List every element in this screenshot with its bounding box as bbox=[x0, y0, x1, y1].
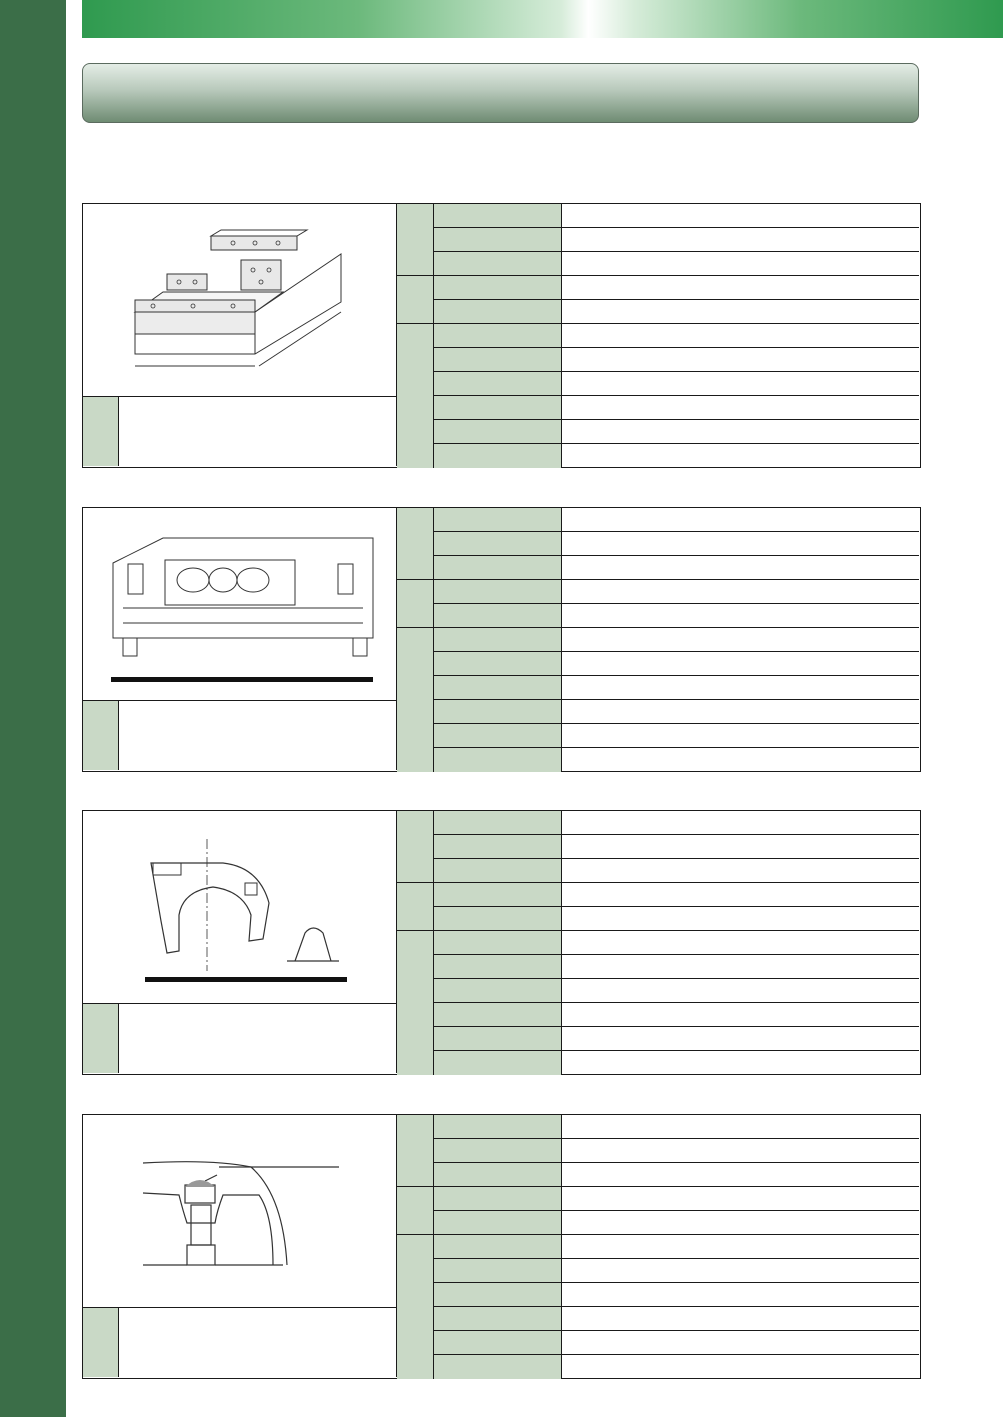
spec-row bbox=[433, 1051, 919, 1075]
row-group-tab bbox=[397, 1235, 433, 1379]
spec-value bbox=[562, 396, 919, 419]
spec-row bbox=[433, 204, 919, 228]
spec-value bbox=[562, 1187, 919, 1210]
spec-label bbox=[434, 748, 562, 772]
spec-row bbox=[433, 508, 919, 532]
spec-label bbox=[434, 1355, 562, 1379]
spec-row bbox=[433, 652, 919, 676]
scale-bar bbox=[145, 977, 347, 982]
spec-block-3 bbox=[82, 810, 921, 1075]
spec-row bbox=[433, 1211, 919, 1235]
spec-row bbox=[433, 931, 919, 955]
spec-row bbox=[433, 300, 919, 324]
spec-row bbox=[433, 1163, 919, 1187]
spec-value bbox=[562, 1027, 919, 1050]
spec-row bbox=[433, 1307, 919, 1331]
spec-value bbox=[562, 324, 919, 347]
spec-value bbox=[562, 859, 919, 882]
spec-value bbox=[562, 508, 919, 531]
spec-value bbox=[562, 1115, 919, 1138]
spec-label bbox=[434, 276, 562, 299]
spec-row bbox=[433, 1355, 919, 1379]
spec-row bbox=[433, 228, 919, 252]
spec-label bbox=[434, 1163, 562, 1186]
spec-row bbox=[433, 676, 919, 700]
spec-row bbox=[433, 628, 919, 652]
spec-row bbox=[433, 1331, 919, 1355]
spec-block-2 bbox=[82, 507, 921, 772]
spec-value bbox=[562, 372, 919, 395]
illustration-3 bbox=[83, 811, 397, 1004]
spec-label bbox=[434, 444, 562, 468]
row-group-tab bbox=[397, 811, 433, 883]
spec-row bbox=[433, 748, 919, 772]
spec-label bbox=[434, 1307, 562, 1330]
left-sidebar bbox=[0, 0, 66, 1417]
spec-value bbox=[562, 580, 919, 603]
row-group-tab bbox=[397, 508, 433, 580]
spec-value bbox=[562, 676, 919, 699]
row-groups bbox=[397, 811, 433, 1073]
spec-label bbox=[434, 931, 562, 954]
row-groups bbox=[397, 204, 433, 466]
spec-value bbox=[562, 1163, 919, 1186]
spec-row bbox=[433, 979, 919, 1003]
spec-label bbox=[434, 628, 562, 651]
spec-value bbox=[562, 604, 919, 627]
spec-label bbox=[434, 396, 562, 419]
spec-value bbox=[562, 724, 919, 747]
spec-row bbox=[433, 1003, 919, 1027]
spec-row bbox=[433, 1187, 919, 1211]
spec-value bbox=[562, 276, 919, 299]
spec-label bbox=[434, 348, 562, 371]
spec-label bbox=[434, 1187, 562, 1210]
spec-value bbox=[562, 700, 919, 723]
scale-bar bbox=[111, 677, 373, 682]
spec-row bbox=[433, 396, 919, 420]
spec-value bbox=[562, 1003, 919, 1026]
spec-value bbox=[562, 1259, 919, 1282]
spec-label bbox=[434, 1139, 562, 1162]
spec-label bbox=[434, 508, 562, 531]
row-group-tab bbox=[397, 276, 433, 324]
spec-label bbox=[434, 1259, 562, 1282]
spec-label bbox=[434, 228, 562, 251]
spec-value bbox=[562, 204, 919, 227]
spec-label bbox=[434, 252, 562, 275]
spec-row bbox=[433, 532, 919, 556]
row-group-tab bbox=[397, 883, 433, 931]
spec-row bbox=[433, 1139, 919, 1163]
spec-row bbox=[433, 444, 919, 468]
spec-value bbox=[562, 1283, 919, 1306]
caption-text bbox=[119, 397, 397, 466]
spec-label bbox=[434, 1283, 562, 1306]
spec-value bbox=[562, 252, 919, 275]
row-groups bbox=[397, 1115, 433, 1377]
spec-label bbox=[434, 676, 562, 699]
row-group-tab bbox=[397, 1115, 433, 1187]
spec-label bbox=[434, 1235, 562, 1258]
illustration-4 bbox=[83, 1115, 397, 1308]
row-group-tab bbox=[397, 580, 433, 628]
spec-label bbox=[434, 372, 562, 395]
spec-label bbox=[434, 1211, 562, 1234]
spec-value bbox=[562, 420, 919, 443]
spec-row bbox=[433, 1027, 919, 1051]
spec-label bbox=[434, 1003, 562, 1026]
spec-label bbox=[434, 1331, 562, 1354]
caption-text bbox=[119, 1004, 397, 1073]
die-block-set-drawing bbox=[83, 204, 397, 397]
spec-label bbox=[434, 724, 562, 747]
spec-label bbox=[434, 811, 562, 834]
spec-value bbox=[562, 1331, 919, 1354]
spec-label bbox=[434, 979, 562, 1002]
spec-value bbox=[562, 1051, 919, 1075]
spec-label bbox=[434, 907, 562, 930]
spec-label bbox=[434, 580, 562, 603]
spec-value bbox=[562, 883, 919, 906]
spec-label bbox=[434, 859, 562, 882]
spec-value bbox=[562, 931, 919, 954]
spec-row bbox=[433, 811, 919, 835]
spec-row bbox=[433, 907, 919, 931]
spec-row bbox=[433, 324, 919, 348]
fender-panel-section-drawing bbox=[83, 811, 397, 1004]
spec-row bbox=[433, 1235, 919, 1259]
spec-label bbox=[434, 652, 562, 675]
page-title-box bbox=[82, 63, 919, 123]
spec-label bbox=[434, 1115, 562, 1138]
spec-label bbox=[434, 955, 562, 978]
spec-value bbox=[562, 748, 919, 772]
caption-tab bbox=[83, 1308, 119, 1377]
spec-row bbox=[433, 859, 919, 883]
spec-label bbox=[434, 420, 562, 443]
row-group-tab bbox=[397, 324, 433, 468]
spec-value bbox=[562, 1355, 919, 1379]
spec-value bbox=[562, 835, 919, 858]
spec-value bbox=[562, 348, 919, 371]
spec-value bbox=[562, 532, 919, 555]
spec-value bbox=[562, 979, 919, 1002]
spec-label bbox=[434, 700, 562, 723]
spec-value bbox=[562, 300, 919, 323]
punch-section-drawing bbox=[83, 1115, 397, 1308]
spec-label bbox=[434, 835, 562, 858]
caption-tab bbox=[83, 701, 119, 770]
spec-row bbox=[433, 580, 919, 604]
caption-text bbox=[119, 1308, 397, 1377]
spec-value bbox=[562, 652, 919, 675]
row-group-tab bbox=[397, 931, 433, 1075]
spec-row bbox=[433, 1115, 919, 1139]
spec-label bbox=[434, 204, 562, 227]
caption-tab bbox=[83, 397, 119, 466]
spec-row bbox=[433, 883, 919, 907]
spec-row bbox=[433, 700, 919, 724]
spec-row bbox=[433, 1259, 919, 1283]
spec-label bbox=[434, 556, 562, 579]
spec-label bbox=[434, 532, 562, 555]
spec-label bbox=[434, 883, 562, 906]
spec-value bbox=[562, 228, 919, 251]
spec-row bbox=[433, 1283, 919, 1307]
illustration-1 bbox=[83, 204, 397, 397]
spec-row bbox=[433, 604, 919, 628]
spec-value bbox=[562, 1211, 919, 1234]
spec-row bbox=[433, 252, 919, 276]
caption-text bbox=[119, 701, 397, 770]
spec-label bbox=[434, 1027, 562, 1050]
spec-value bbox=[562, 811, 919, 834]
row-group-tab bbox=[397, 628, 433, 772]
spec-row bbox=[433, 955, 919, 979]
spec-value bbox=[562, 444, 919, 468]
spec-label bbox=[434, 604, 562, 627]
spec-label bbox=[434, 324, 562, 347]
press-die-casting-drawing bbox=[83, 508, 397, 701]
caption-tab bbox=[83, 1004, 119, 1073]
row-groups bbox=[397, 508, 433, 770]
spec-value bbox=[562, 1307, 919, 1330]
spec-row bbox=[433, 724, 919, 748]
row-group-tab bbox=[397, 204, 433, 276]
spec-value bbox=[562, 1235, 919, 1258]
spec-value bbox=[562, 907, 919, 930]
spec-row bbox=[433, 276, 919, 300]
spec-row bbox=[433, 835, 919, 859]
spec-row bbox=[433, 420, 919, 444]
spec-row bbox=[433, 348, 919, 372]
spec-label bbox=[434, 300, 562, 323]
illustration-2 bbox=[83, 508, 397, 701]
spec-row bbox=[433, 372, 919, 396]
spec-row bbox=[433, 556, 919, 580]
spec-value bbox=[562, 556, 919, 579]
spec-value bbox=[562, 955, 919, 978]
spec-block-1 bbox=[82, 203, 921, 468]
row-group-tab bbox=[397, 1187, 433, 1235]
header-band bbox=[82, 0, 1003, 38]
spec-label bbox=[434, 1051, 562, 1075]
spec-block-4 bbox=[82, 1114, 921, 1379]
spec-value bbox=[562, 1139, 919, 1162]
spec-value bbox=[562, 628, 919, 651]
